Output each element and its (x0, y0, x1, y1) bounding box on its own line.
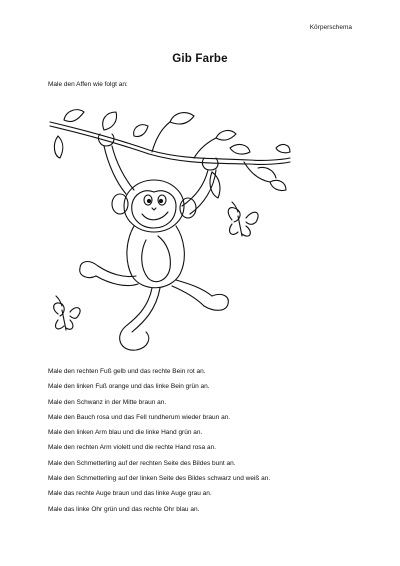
belly-drawing (142, 236, 171, 282)
right-butterfly-drawing (228, 202, 258, 236)
right-foot-drawing (204, 294, 228, 310)
left-ear-drawing (112, 194, 128, 214)
instruction-item: Male den rechten Arm violett und die rechte Hand rosa an. (48, 444, 217, 452)
instruction-item: Male den Schmetterling auf der linken Seite des Bildes schwarz und weiß an. (48, 475, 271, 483)
branch-drawing (50, 110, 290, 198)
monkey-illustration (44, 108, 294, 356)
instruction-item: Male den Schmetterling auf der rechten Seite des Bildes bunt an. (48, 459, 236, 467)
instruction-item: Male den linken Fuß orange und das linke Bein grün an. (48, 383, 210, 391)
instruction-list (48, 364, 270, 517)
left-arm-drawing (104, 146, 126, 194)
worksheet-intro: Male den Affen wie folgt an: (48, 81, 128, 88)
worksheet-title: Gib Farbe (172, 53, 228, 65)
instruction-item: Male den Schwanz in der Mitte braun an. (48, 398, 167, 406)
monkey-body-drawing (127, 226, 184, 288)
instruction-item: Male das rechte Auge braun und das linke Auge grau an. (48, 490, 212, 498)
right-leg-drawing (176, 280, 212, 296)
left-foot-drawing (80, 262, 98, 278)
header-topic-label: Körperschema (309, 24, 352, 31)
right-hand-drawing (202, 158, 218, 170)
left-butterfly-drawing (54, 296, 80, 330)
instruction-item: Male das linke Ohr grün und das rechte Ohr blau an. (48, 505, 200, 513)
instruction-item: Male den rechten Fuß gelb und das rechte Bein rot an. (48, 368, 206, 375)
monkey-head-drawing (112, 180, 196, 232)
tail-drawing (120, 288, 152, 350)
left-hand-drawing (98, 134, 114, 146)
instruction-item: Male den Bauch rosa und das Fell rundherum wieder braun an. (48, 413, 231, 421)
instruction-item: Male den linken Arm blau und die linke Hand grün an. (48, 429, 203, 437)
